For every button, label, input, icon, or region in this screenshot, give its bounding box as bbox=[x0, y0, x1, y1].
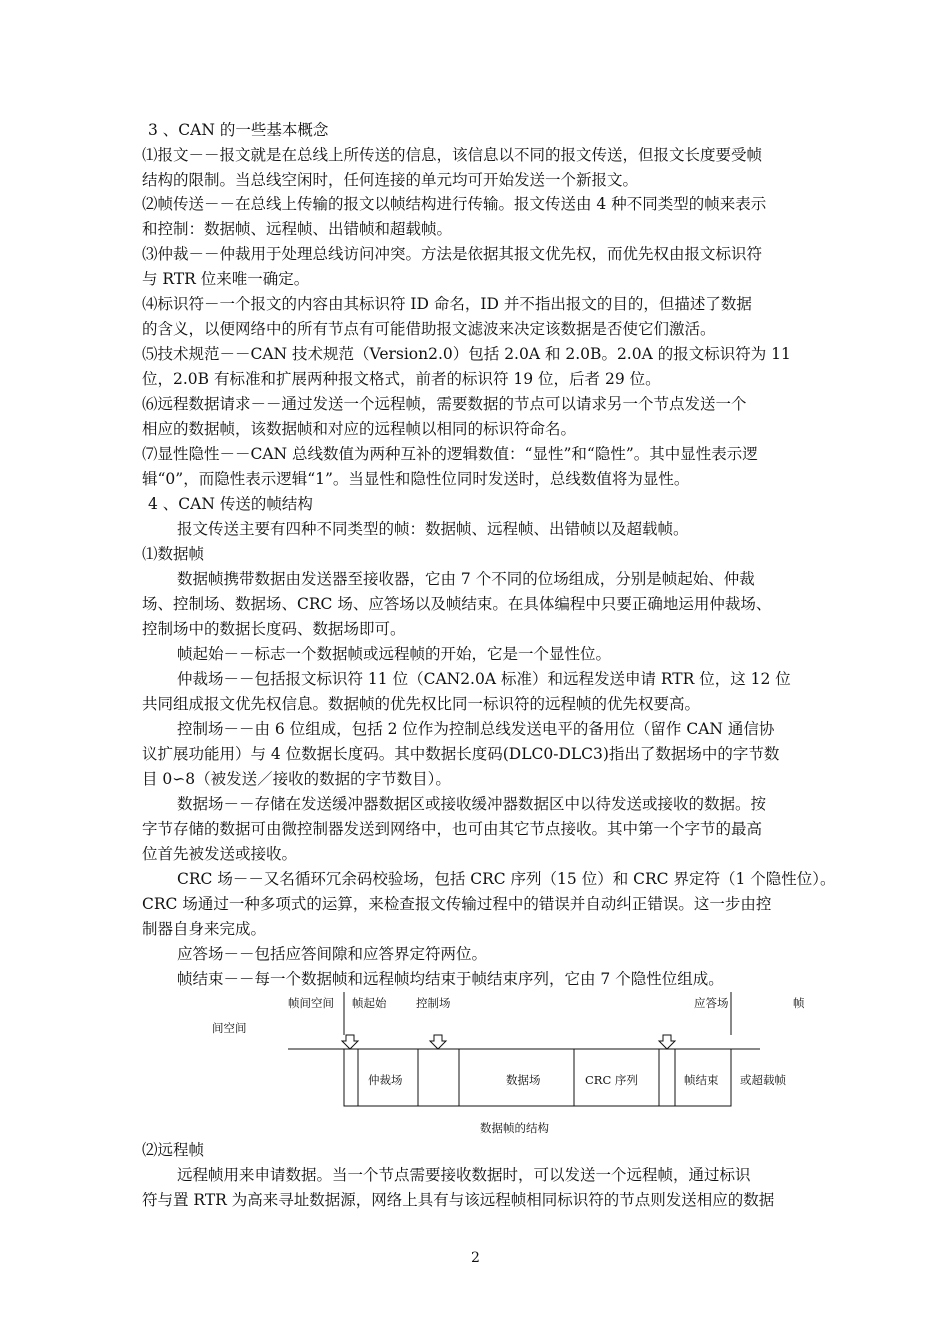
paragraph-line: 和控制：数据帧、远程帧、出错帧和超载帧。 bbox=[142, 220, 453, 238]
paragraph-line: 的含义，以便网络中的所有节点有可能借助报文滤波来决定该数据是否使它们激活。 bbox=[142, 320, 716, 338]
diagram-label-control: 控制场 bbox=[416, 996, 451, 1010]
paragraph-line: 数据场－－存储在发送缓冲器数据区或接收缓冲器数据区中以待发送或接收的数据。按 bbox=[177, 795, 767, 813]
paragraph-line: 共同组成报文优先权信息。数据帧的优先权比同一标识符的远程帧的优先权要高。 bbox=[142, 695, 701, 713]
diagram-label-frame: 帧 bbox=[793, 996, 805, 1010]
paragraph-line: ⑺显性隐性－－CAN 总线数值为两种互补的逻辑数值：“显性”和“隐性”。其中显性表示逻 bbox=[142, 445, 758, 463]
subheading-data-frame: ⑴数据帧 bbox=[142, 545, 205, 563]
paragraph-line: 仲裁场－－包括报文标识符 11 位（CAN2.0A 标准）和远程发送申请 RTR 位，这 12 位 bbox=[177, 670, 791, 688]
paragraph-line: 结构的限制。当总线空闲时，任何连接的单元均可开始发送一个新报文。 bbox=[142, 171, 639, 189]
diagram-caption: 数据帧的结构 bbox=[480, 1121, 549, 1135]
paragraph-line: 与 RTR 位来唯一确定。 bbox=[142, 270, 310, 288]
subheading-remote-frame: ⑵远程帧 bbox=[142, 1141, 205, 1159]
paragraph-line: CRC 场－－又名循环冗余码校验场，包括 CRC 序列（15 位）和 CRC 界定符（1 个隐性位）。 bbox=[177, 870, 836, 888]
paragraph-line: 议扩展功能用）与 4 位数据长度码。其中数据长度码(DLC0-DLC3)指出了数据场中的字节数 bbox=[142, 745, 780, 763]
paragraph-line: 控制场－－由 6 位组成，包括 2 位作为控制总线发送电平的备用位（留作 CAN 通信协 bbox=[177, 720, 775, 738]
section-heading-3: 3 、CAN 的一些基本概念 bbox=[148, 121, 329, 139]
diagram-label-interframe: 帧间空间 bbox=[288, 996, 334, 1010]
paragraph-line: 字节存储的数据可由微控制器发送到网络中，也可由其它节点接收。其中第一个字节的最高 bbox=[142, 820, 763, 838]
diagram-label-space: 间空间 bbox=[212, 1021, 247, 1035]
paragraph-line: 位首先被发送或接收。 bbox=[142, 845, 298, 863]
paragraph-line: ⑴报文－－报文就是在总线上所传送的信息，该信息以不同的报文传送，但报文长度要受帧 bbox=[142, 146, 763, 164]
paragraph-line: 位，2.0B 有标准和扩展两种报文格式，前者的标识符 19 位，后者 29 位。 bbox=[142, 370, 661, 388]
paragraph-line: 相应的数据帧，该数据帧和对应的远程帧以相同的标识符命名。 bbox=[142, 420, 577, 438]
paragraph-line: 目 0∽8（被发送／接收的数据的字节数目）。 bbox=[142, 770, 451, 788]
paragraph-line: ⑷标识符－一个报文的内容由其标识符 ID 命名，ID 并不指出报文的目的，但描述了数据 bbox=[142, 295, 752, 313]
paragraph-line: 帧结束－－每一个数据帧和远程帧均结束于帧结束序列，它由 7 个隐性位组成。 bbox=[177, 970, 724, 988]
down-arrow-icon bbox=[342, 1035, 358, 1049]
paragraph-line: ⑹远程数据请求－－通过发送一个远程帧，需要数据的节点可以请求另一个节点发送一个 bbox=[142, 395, 747, 413]
paragraph-line: 制器自身来完成。 bbox=[142, 920, 267, 938]
down-arrow-icon bbox=[659, 1035, 675, 1049]
field-arbitration: 仲裁场 bbox=[368, 1073, 403, 1087]
paragraph-line: 场、控制场、数据场、CRC 场、应答场以及帧结束。在具体编程中只要正确地运用仲裁场、 bbox=[142, 595, 772, 613]
diagram-label-sof: 帧起始 bbox=[352, 996, 387, 1010]
paragraph-line: 帧起始－－标志一个数据帧或远程帧的开始，它是一个显性位。 bbox=[177, 645, 612, 663]
paragraph-line: 控制场中的数据长度码、数据场即可。 bbox=[142, 620, 406, 638]
diagram-label-ack: 应答场 bbox=[694, 996, 729, 1010]
paragraph-line: ⑸技术规范－－CAN 技术规范（Version2.0）包括 2.0A 和 2.0B。2.0A 的报文标识符为 11 bbox=[142, 345, 791, 363]
paragraph-line: 应答场－－包括应答间隙和应答界定符两位。 bbox=[177, 945, 488, 963]
field-crc: CRC 序列 bbox=[585, 1073, 638, 1087]
paragraph-line: 符与置 RTR 为高来寻址数据源，网络上具有与该远程帧相同标识符的节点则发送相应的数据 bbox=[142, 1191, 775, 1209]
field-eof: 帧结束 bbox=[684, 1073, 719, 1087]
field-overload: 或超载帧 bbox=[740, 1073, 786, 1087]
section-heading-4: 4 、CAN 传送的帧结构 bbox=[148, 495, 313, 513]
paragraph-line: 辑“0”，而隐性表示逻辑“1”。当显性和隐性位同时发送时，总线数值将为显性。 bbox=[142, 470, 690, 488]
paragraph-line: 数据帧携带数据由发送器至接收器，它由 7 个不同的位场组成，分别是帧起始、仲裁 bbox=[177, 570, 755, 588]
paragraph-line: ⑶仲裁－－仲裁用于处理总线访问冲突。方法是依据其报文优先权，而优先权由报文标识符 bbox=[142, 245, 763, 263]
page-number: 2 bbox=[471, 1250, 480, 1266]
paragraph-line: ⑵帧传送－－在总线上传输的报文以帧结构进行传输。报文传送由 4 种不同类型的帧来表示 bbox=[142, 195, 767, 213]
down-arrow-icon bbox=[430, 1035, 446, 1049]
paragraph-line: CRC 场通过一种多项式的运算，来检查报文传输过程中的错误并自动纠正错误。这一步由控 bbox=[142, 895, 772, 913]
paragraph-line: 报文传送主要有四种不同类型的帧：数据帧、远程帧、出错帧以及超载帧。 bbox=[177, 520, 689, 538]
field-data: 数据场 bbox=[506, 1073, 541, 1087]
paragraph-line: 远程帧用来申请数据。当一个节点需要接收数据时，可以发送一个远程帧，通过标识 bbox=[177, 1166, 751, 1184]
